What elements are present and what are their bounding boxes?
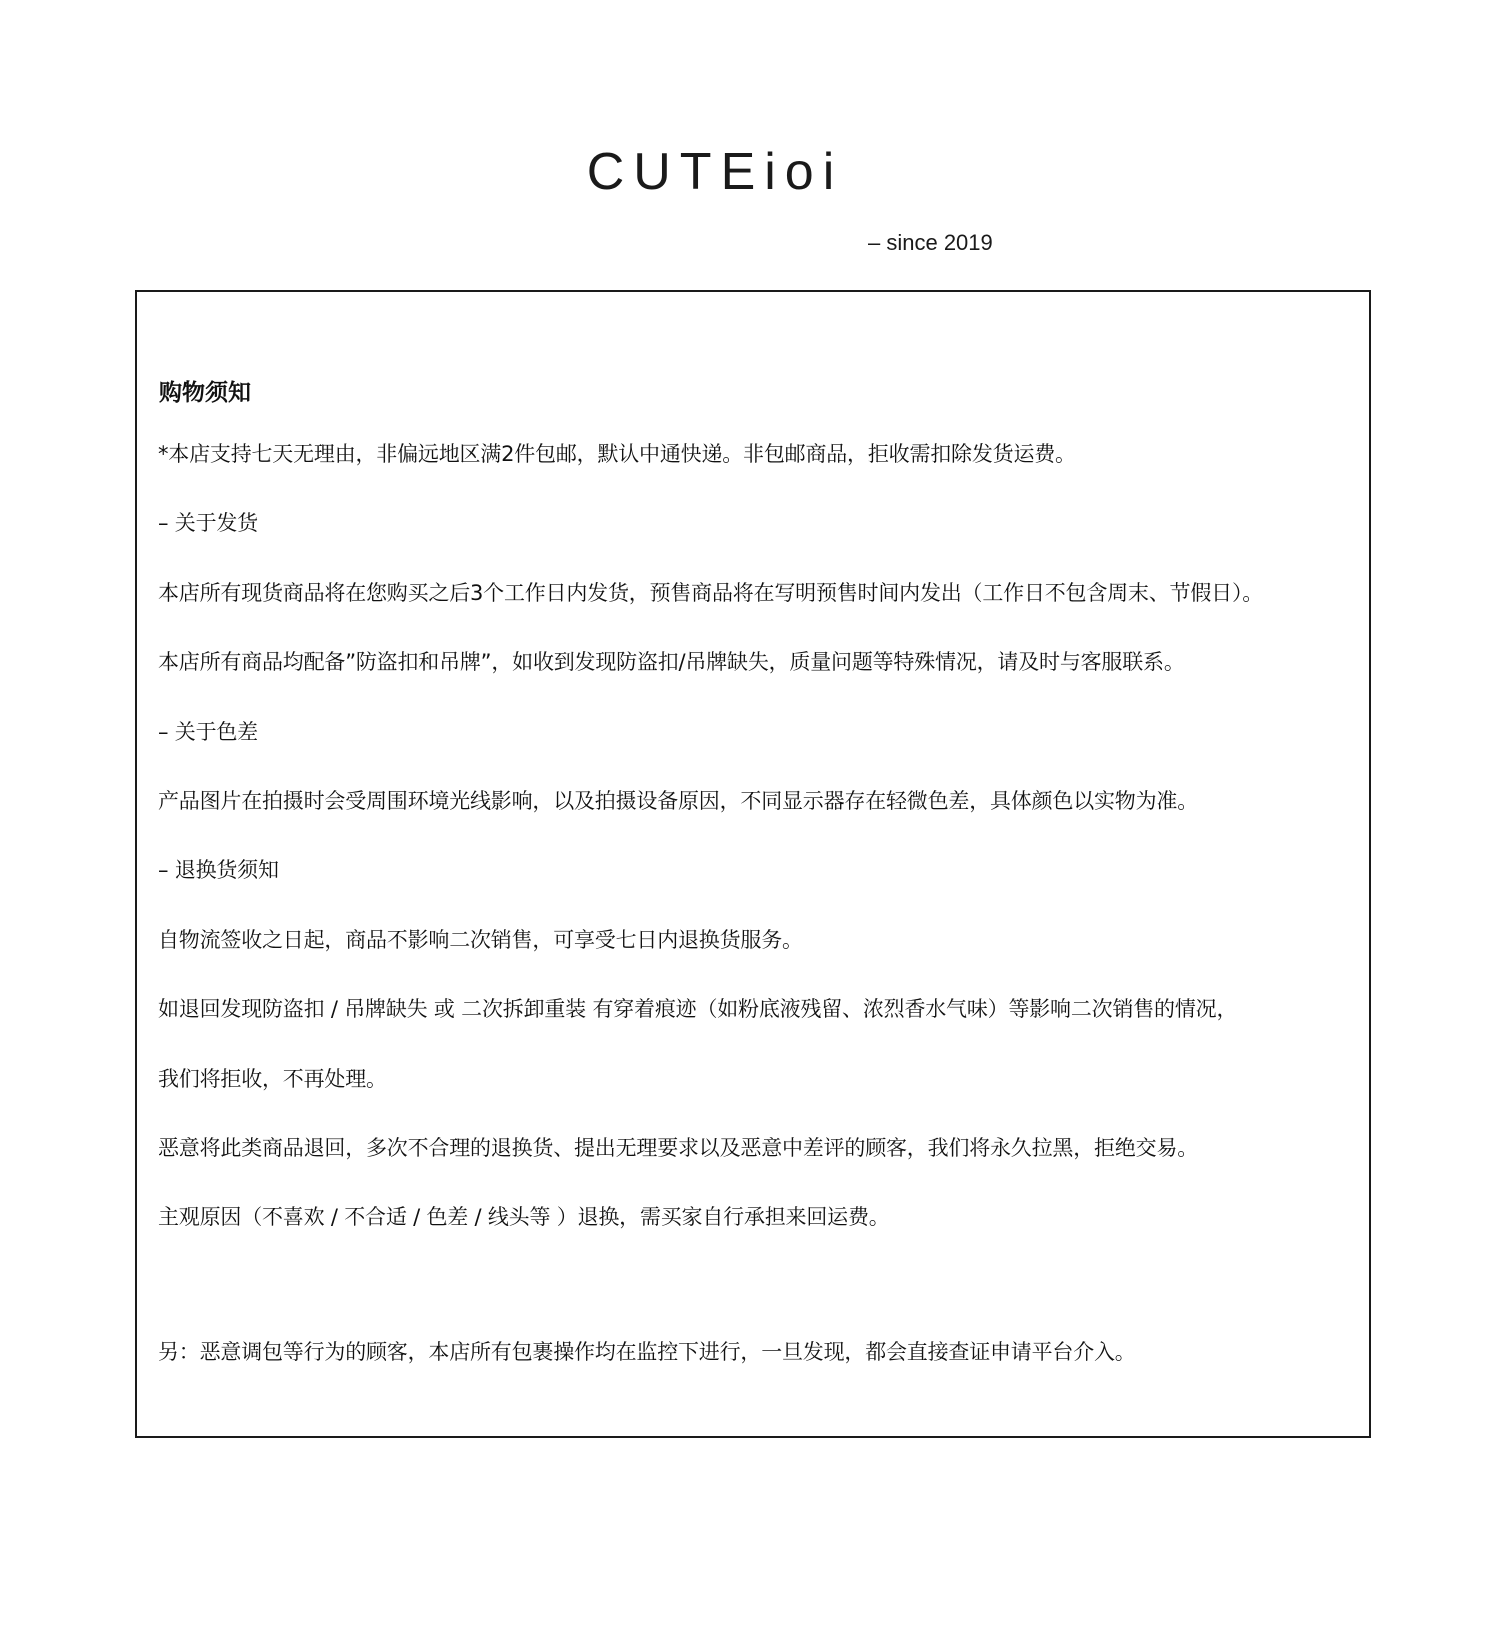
since-tagline: – since 2019 [868, 230, 993, 255]
notice-line-monitoring: 另：恶意调包等行为的顾客，本店所有包裹操作均在监控下进行，一旦发现，都会直接查证申请平台介入。 [158, 1340, 1136, 1364]
notice-line-shipping-fee: 主观原因（不喜欢 / 不合适 / 色差 / 线头等 ）退换，需买家自行承担来回运费。 [158, 1205, 890, 1229]
notice-line-return-conditions: 如退回发现防盗扣 / 吊牌缺失 或 二次拆卸重装 有穿着痕迹（如粉底液残留、浓烈香水气味）等影响二次销售的情况， [158, 997, 1238, 1021]
notice-line-color: 产品图片在拍摄时会受周围环境光线影响，以及拍摄设备原因，不同显示器存在轻微色差，具体颜色以实物为准。 [158, 789, 1198, 813]
shopping-notice-box [135, 290, 1371, 1438]
notice-line-blacklist: 恶意将此类商品退回，多次不合理的退换货、提出无理要求以及恶意中差评的顾客，我们将永久拉黑，拒绝交易。 [158, 1136, 1198, 1160]
notice-title: 购物须知 [159, 380, 251, 406]
notice-line-tags: 本店所有商品均配备”防盗扣和吊牌”，如收到发现防盗扣/吊牌缺失，质量问题等特殊情况，请及时与客服联系。 [158, 650, 1185, 674]
section-heading-shipping: – 关于发货 [158, 511, 258, 535]
notice-line-returns-window: 自物流签收之日起，商品不影响二次销售，可享受七日内退换货服务。 [158, 928, 803, 952]
notice-line-policy: *本店支持七天无理由，非偏远地区满2件包邮，默认中通快递。非包邮商品，拒收需扣除发货运费。 [158, 442, 1076, 466]
notice-line-shipping-time: 本店所有现货商品将在您购买之后3个工作日内发货，预售商品将在写明预售时间内发出（工作日不包含周末、节假日）。 [158, 581, 1264, 605]
section-heading-returns: – 退换货须知 [158, 858, 279, 882]
brand-logo-text: CUTEioi [586, 143, 844, 201]
section-heading-color: – 关于色差 [158, 720, 258, 744]
notice-line-reject: 我们将拒收，不再处理。 [158, 1067, 387, 1091]
